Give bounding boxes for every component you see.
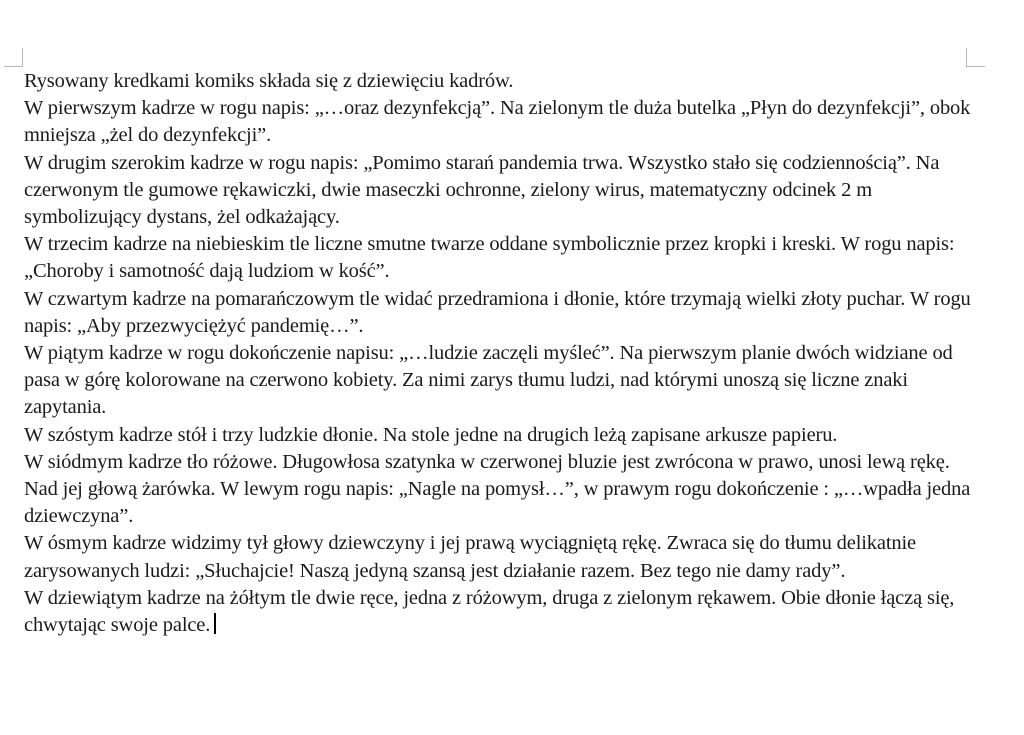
paragraph-10 xyxy=(24,585,974,639)
margin-corner-mark-right xyxy=(966,48,985,67)
paragraph-6: W piątym kadrze w rogu dokończenie napisu: „…ludzie zaczęli myśleć”. Na pierwszym planie dwóch widziane od pasa w górę kolorowane na czerwono kobiety. Za nimi zarys tłumu ludzi, nad którymi unoszą się liczne znaki zapytania. xyxy=(24,342,953,419)
paragraph-10-text: W dziewiątym kadrze na żółtym tle dwie ręce, jedna z różowym, druga z zielonym rękawem. Obie dłonie łączą się, chwytając swoje palce. xyxy=(24,586,955,637)
paragraph-3: W drugim szerokim kadrze w rogu napis: „Pomimo starań pandemia trwa. Wszystko stało się codziennością”. Na czerwonym tle gumowe rękawiczki, dwie maseczki ochronne, zielony wirus, matematyczny odcinek 2 m symbolizujący dystans, żel odkażający. xyxy=(24,151,940,229)
margin-corner-mark-left xyxy=(4,48,23,67)
text-cursor xyxy=(214,613,216,634)
paragraph-5: W czwartym kadrze na pomarańczowym tle widać przedramiona i dłonie, które trzymają wielki złoty puchar. W rogu napis: „Aby przezwyciężyć pandemię…”. xyxy=(24,287,971,337)
paragraph-2: W pierwszym kadrze w rogu napis: „…oraz dezynfekcją”. Na zielonym tle duża butelka „Płyn do dezynfekcji”, obok mniejsza „żel do dezynfekcji”. xyxy=(24,97,971,147)
paragraph-8: W siódmym kadrze tło różowe. Długowłosa szatynka w czerwonej bluzie jest zwrócona w prawo, unosi lewą rękę. Nad jej głową żarówka. W lewym rogu napis: „Nagle na pomysł…”, w prawym rogu dokończenie : „…wpadła jedna dziewczyna”. xyxy=(24,450,971,528)
paragraph-7: W szóstym kadrze stół i trzy ludzkie dłonie. Na stole jedne na drugich leżą zapisane arkusze papieru. xyxy=(24,423,838,446)
paragraph-1: Rysowany kredkami komiks składa się z dziewięciu kadrów. xyxy=(24,70,514,92)
document-text-area[interactable] xyxy=(24,68,974,639)
paragraph-9: W ósmym kadrze widzimy tył głowy dziewczyny i jej prawą wyciągniętą rękę. Zwraca się do tłumu delikatnie zarysowanych ludzi: „Słuchajcie! Naszą jedyną szansą jest działanie razem. Bez tego nie damy rady”. xyxy=(24,532,916,582)
paragraph-4: W trzecim kadrze na niebieskim tle liczne smutne twarze oddane symbolicznie przez kropki i kreski. W rogu napis: „Choroby i samotność dają ludziom w kość”. xyxy=(24,233,955,283)
